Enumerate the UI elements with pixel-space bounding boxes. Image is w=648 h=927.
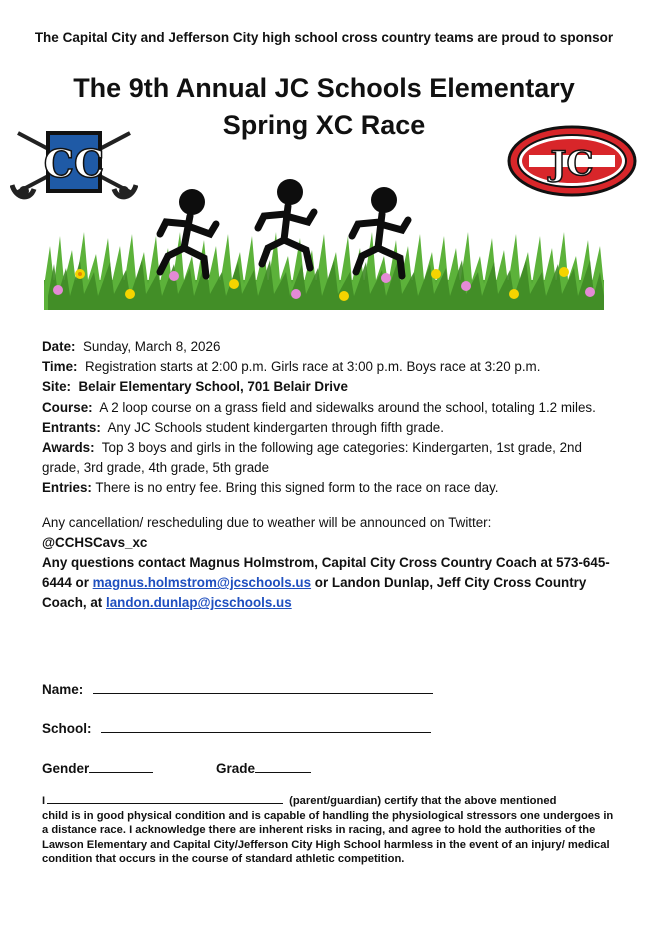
grade-line[interactable] [255, 759, 311, 773]
runners-in-grass-illustration [44, 176, 604, 316]
contact-text [42, 553, 617, 614]
contact-part-2: or Landon Dunlap, Jeff City Cross Country Coach, at [42, 575, 587, 611]
title-line-2: Spring XC Race [222, 110, 426, 140]
school-label: School: [42, 721, 92, 736]
name-line[interactable] [93, 680, 433, 694]
school-field [42, 719, 431, 736]
waiver-prefix: I [42, 795, 46, 807]
waiver-first-line [42, 792, 622, 809]
gender-field [42, 759, 153, 776]
school-line[interactable] [101, 719, 431, 733]
time-value: Registration starts at 2:00 p.m. Girls race at 3:00 p.m. Boys race at 3:20 p.m. [84, 359, 541, 375]
site-value: Belair Elementary School, 701 Belair Drive [78, 379, 348, 395]
entrants-label: Entrants: [42, 419, 101, 435]
email-link-dunlap[interactable]: landon.dunlap@jcschools.us [106, 595, 292, 611]
entrants-value: Any JC Schools student kindergarten through fifth grade. [107, 419, 444, 435]
gender-line[interactable] [89, 759, 153, 773]
event-details [42, 337, 617, 614]
email-link-holmstrom[interactable]: magnus.holmstrom@jcschools.us [92, 575, 312, 591]
waiver-statement [42, 792, 622, 867]
waiver-text-1: (parent/guardian) certify that the above mentioned [289, 795, 557, 807]
twitter-handle: @CCHSCavs_xc [42, 534, 148, 550]
contact-part-1: Any questions contact Magnus Holmstrom, Capital City Cross Country Coach at 573-645-6444 or [42, 555, 610, 591]
gender-label: Gender [42, 761, 90, 776]
course-row [42, 398, 617, 418]
grade-field [216, 759, 311, 776]
awards-value: Top 3 boys and girls in the following age categories: Kindergarten, 1st grade, 2nd grade, 3rd grade, 4th grade, 5th grade [42, 440, 582, 476]
site-label: Site: [42, 379, 72, 395]
waiver-text-2: child is in good physical condition and is capable of handling the physiological stressors one undergoes in a distance race. I acknowledge there are inherent risks in racing, and agree to hold the authorities of the Lawson Elementary and Capital City/Jefferson City High School harmless in the event of an injury/ medical condition that occurs in the course of standard athletic competition. [42, 809, 614, 866]
course-label: Course: [42, 399, 93, 415]
time-row [42, 357, 617, 377]
name-label: Name: [42, 682, 84, 697]
date-row [42, 337, 617, 357]
entries-value: There is no entry fee. Bring this signed form to the race on race day. [95, 480, 499, 496]
entries-row [42, 478, 617, 498]
name-field [42, 680, 433, 697]
jc-logo-text: JC [550, 144, 594, 184]
time-label: Time: [42, 359, 78, 375]
intro-text: The Capital City and Jefferson City high school cross country teams are proud to sponsor [34, 30, 614, 45]
awards-label: Awards: [42, 440, 95, 456]
grade-label: Grade [216, 761, 256, 776]
date-value: Sunday, March 8, 2026 [82, 339, 221, 354]
entries-label: Entries: [42, 480, 92, 496]
awards-row [42, 438, 617, 478]
date-label: Date: [42, 339, 76, 354]
cc-logo-text: CC [43, 141, 105, 186]
cancellation-text: Any cancellation/ rescheduling due to weather will be announced on Twitter: [42, 514, 492, 530]
entrants-row [42, 418, 617, 438]
course-value: A 2 loop course on a grass field and sidewalks around the school, totaling 1.2 miles. [99, 399, 596, 415]
runner-icon [352, 187, 408, 276]
runner-icon [160, 189, 216, 276]
site-row [42, 377, 617, 397]
guardian-name-line[interactable] [47, 792, 283, 804]
runner-icon [258, 179, 314, 268]
title-line-1: The 9th Annual JC Schools Elementary [73, 73, 575, 103]
